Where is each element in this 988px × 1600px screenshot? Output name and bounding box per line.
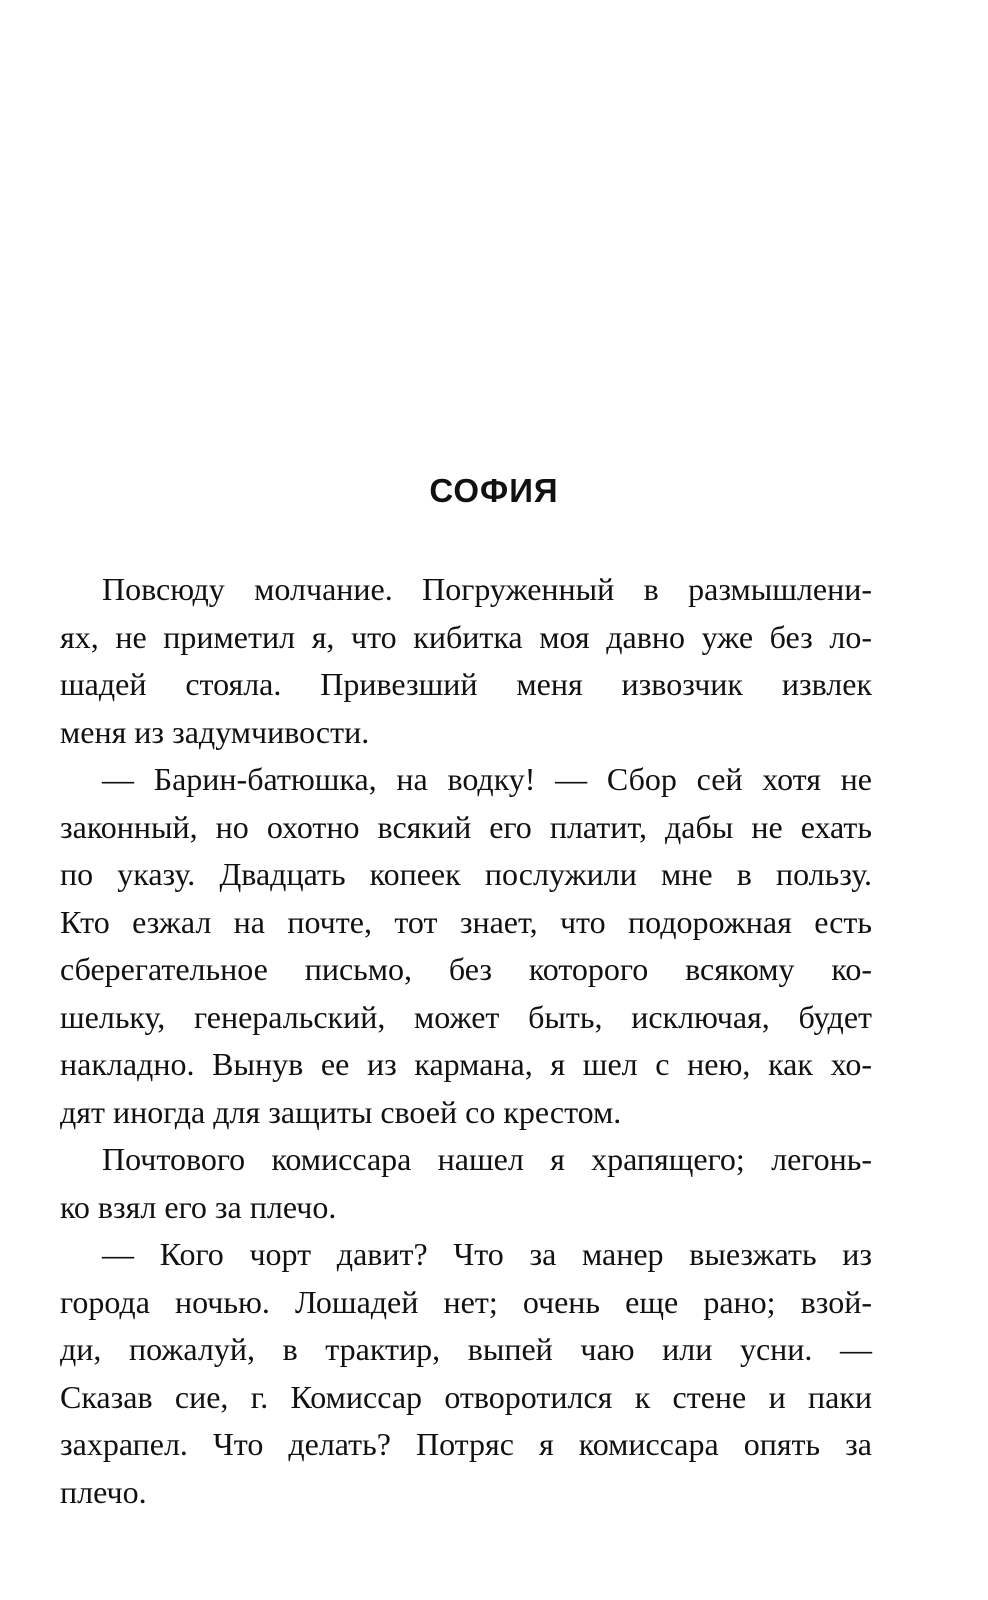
text-line: — Кого чорт давит? Что за манер выезжать из xyxy=(102,1236,872,1272)
text-line: Кто езжал на почте, тот знает, что подорожная есть xyxy=(60,903,872,940)
text-line: Повсюду молчание. Погруженный в размышлени- xyxy=(102,571,872,607)
text-line: Почтового комиссара нашел я храпящего; легонь- xyxy=(102,1141,872,1177)
body-text xyxy=(60,566,872,1516)
text-line: города ночью. Лошадей нет; очень еще рано; взой- xyxy=(60,1283,872,1320)
text-line: сберегательное письмо, без которого всякому ко- xyxy=(60,951,872,987)
text-line: законный, но охотно всякий его платит, дабы не ехать xyxy=(60,808,872,845)
text-line: ях, не приметил я, что кибитка моя давно уже без ло- xyxy=(60,618,872,655)
text-line: накладно. Вынув ее из кармана, я шел с нею, как хо- xyxy=(60,1046,872,1082)
chapter-title: СОФИЯ xyxy=(429,472,559,509)
text-line: захрапел. Что делать? Потряс я комиссара опять за xyxy=(60,1426,872,1462)
text-line: шадей стояла. Привезший меня извозчик извлек xyxy=(60,666,872,702)
text-line: ко взял его за плечо. xyxy=(60,1188,337,1225)
text-line: меня из задумчивости. xyxy=(60,713,370,750)
text-line: плечо. xyxy=(60,1473,147,1510)
text-line: — Барин-батюшка, на водку! — Сбор сей хотя не xyxy=(102,761,872,797)
text-line: по указу. Двадцать копеек послужили мне в пользу. xyxy=(60,856,872,892)
text-line: Сказав сие, г. Комиссар отворотился к стене и паки xyxy=(60,1378,872,1415)
text-line: дят иногда для защиты своей со крестом. xyxy=(60,1093,622,1130)
text-line: ди, пожалуй, в трактир, выпей чаю или усни. — xyxy=(60,1331,872,1367)
text-line: шельку, генеральский, может быть, исключая, будет xyxy=(60,998,872,1035)
